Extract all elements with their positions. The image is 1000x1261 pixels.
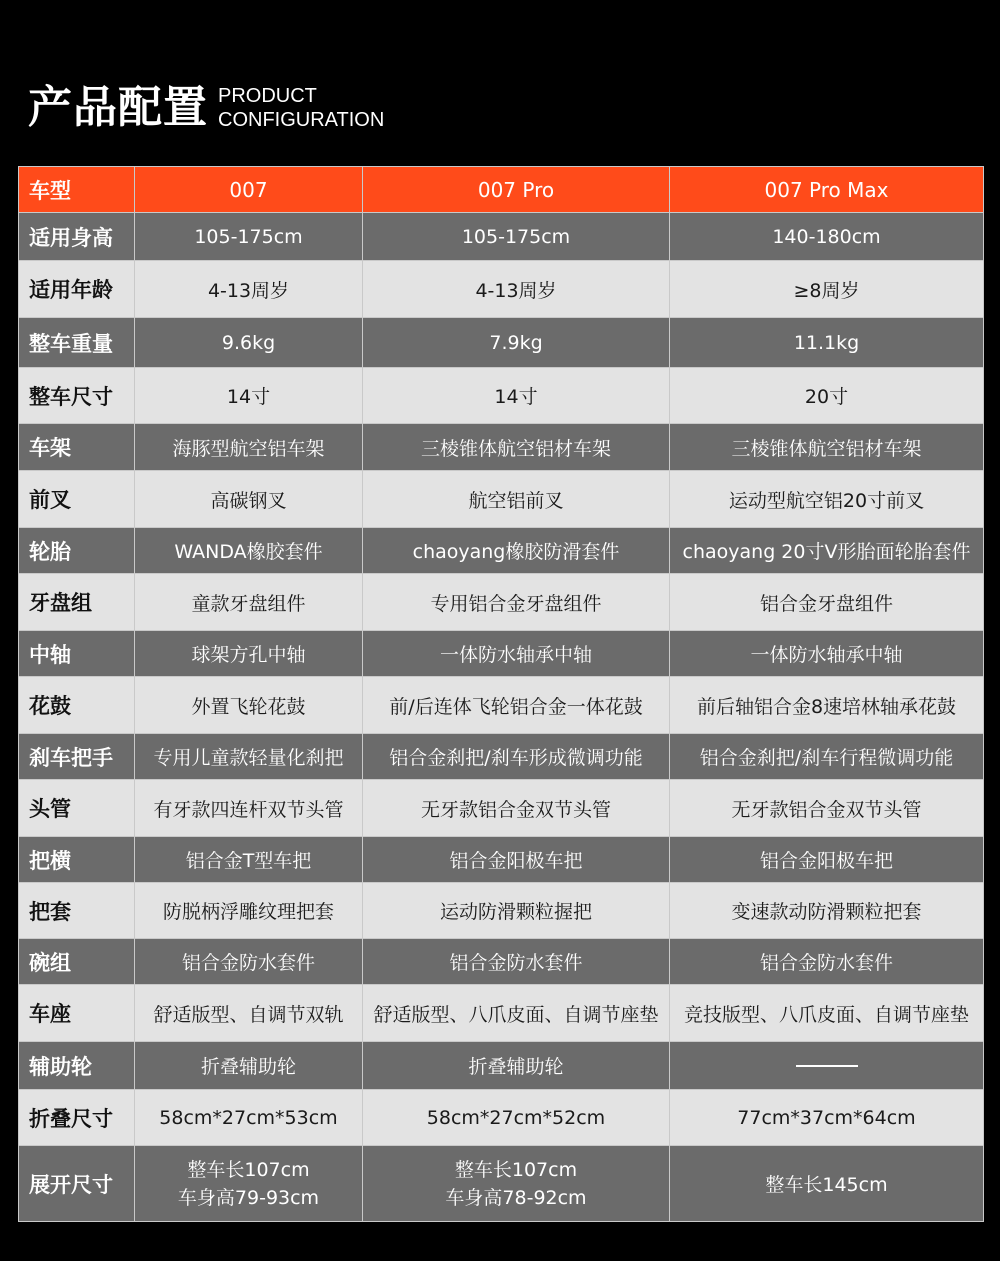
spec-cell: 三棱锥体航空铝材车架 (363, 424, 670, 471)
spec-cell: 14寸 (363, 368, 670, 424)
spec-cell: 铝合金牙盘组件 (670, 574, 984, 631)
spec-cell: chaoyang 20寸V形胎面轮胎套件 (670, 528, 984, 574)
spec-cell: 铝合金防水套件 (670, 939, 984, 985)
table-row (19, 528, 984, 574)
unfold-length: 整车长107cm (187, 1158, 310, 1181)
spec-cell: 舒适版型、自调节双轨 (135, 985, 363, 1042)
header-row (19, 167, 984, 213)
spec-cell: 铝合金防水套件 (135, 939, 363, 985)
spec-cell: 球架方孔中轴 (135, 631, 363, 677)
table-row (19, 837, 984, 883)
spec-cell (135, 1146, 363, 1222)
table-row (19, 1146, 984, 1222)
spec-cell: 三棱锥体航空铝材车架 (670, 424, 984, 471)
spec-cell: 折叠辅助轮 (363, 1042, 670, 1090)
row-label: 前叉 (29, 488, 71, 512)
row-label: 整车尺寸 (29, 384, 113, 409)
spec-cell: 整车长145cm (670, 1146, 984, 1222)
spec-cell: 前/后连体飞轮铝合金一体花鼓 (363, 677, 670, 734)
spec-cell: 有牙款四连杆双节头管 (135, 780, 363, 837)
spec-cell: ≥8周岁 (670, 261, 984, 318)
row-label-cell (19, 471, 135, 528)
spec-cell: 14寸 (135, 368, 363, 424)
spec-cell: 4-13周岁 (135, 261, 363, 318)
row-label: 车架 (29, 436, 71, 460)
spec-cell: 20寸 (670, 368, 984, 424)
row-label: 展开尺寸 (29, 1172, 113, 1197)
row-label-cell (19, 985, 135, 1042)
spec-cell: 9.6kg (135, 318, 363, 368)
dash-line (796, 1065, 858, 1067)
row-label-cell (19, 318, 135, 368)
table-row (19, 424, 984, 471)
spec-cell: 105-175cm (363, 213, 670, 261)
row-label: 刹车把手 (29, 745, 113, 770)
spec-cell: 一体防水轴承中轴 (670, 631, 984, 677)
row-label-cell (19, 780, 135, 837)
model-header: 007 Pro (363, 167, 670, 213)
table-row (19, 780, 984, 837)
table-row (19, 939, 984, 985)
table-row (19, 677, 984, 734)
row-label-cell (19, 574, 135, 631)
row-label-cell (19, 261, 135, 318)
row-label-cell (19, 368, 135, 424)
row-label-cell (19, 677, 135, 734)
row-label: 把套 (29, 899, 71, 924)
spec-cell (363, 1146, 670, 1222)
spec-cell: 运动防滑颗粒握把 (363, 883, 670, 939)
row-label-cell (19, 424, 135, 471)
spec-cell: 铝合金刹把/刹车行程微调功能 (670, 734, 984, 780)
spec-cell: 高碳钢叉 (135, 471, 363, 528)
row-label: 整车重量 (29, 331, 113, 356)
spec-cell: 专用铝合金牙盘组件 (363, 574, 670, 631)
row-label: 车座 (29, 1002, 71, 1026)
spec-cell: 58cm*27cm*52cm (363, 1090, 670, 1146)
spec-cell: 铝合金防水套件 (363, 939, 670, 985)
unfold-height: 车身高78-92cm (445, 1186, 587, 1209)
title-en (218, 84, 384, 132)
row-label: 轮胎 (29, 539, 71, 564)
title-cn: 产品配置 (28, 82, 208, 133)
spec-cell: 7.9kg (363, 318, 670, 368)
row-label-cell (19, 213, 135, 261)
row-label-cell (19, 631, 135, 677)
table-row (19, 261, 984, 318)
row-label: 牙盘组 (29, 591, 92, 615)
spec-cell: 铝合金阳极车把 (670, 837, 984, 883)
row-label-cell (19, 939, 135, 985)
spec-cell: 4-13周岁 (363, 261, 670, 318)
table-row (19, 1042, 984, 1090)
spec-cell: 折叠辅助轮 (135, 1042, 363, 1090)
spec-cell: 舒适版型、八爪皮面、自调节座垫 (363, 985, 670, 1042)
row-label: 适用身高 (29, 225, 113, 250)
header-label: 车型 (29, 178, 71, 203)
spec-cell: 58cm*27cm*53cm (135, 1090, 363, 1146)
row-label-cell (19, 734, 135, 780)
spec-cell: 铝合金刹把/刹车形成微调功能 (363, 734, 670, 780)
table-row (19, 631, 984, 677)
row-label-cell (19, 1146, 135, 1222)
spec-cell: 77cm*37cm*64cm (670, 1090, 984, 1146)
table-row (19, 734, 984, 780)
row-label: 辅助轮 (29, 1054, 92, 1079)
spec-cell: 航空铝前叉 (363, 471, 670, 528)
spec-cell: 140-180cm (670, 213, 984, 261)
row-label-cell (19, 837, 135, 883)
row-label: 适用年龄 (29, 278, 113, 302)
title-en-line1: PRODUCT (218, 85, 317, 107)
unfold-length: 整车长107cm (454, 1158, 578, 1181)
table-row (19, 985, 984, 1042)
spec-cell: 105-175cm (135, 213, 363, 261)
spec-cell: 无牙款铝合金双节头管 (670, 780, 984, 837)
row-label: 中轴 (29, 642, 71, 667)
table-row (19, 368, 984, 424)
spec-cell: 专用儿童款轻量化刹把 (135, 734, 363, 780)
spec-cell: 铝合金T型车把 (135, 837, 363, 883)
spec-cell: 海豚型航空铝车架 (135, 424, 363, 471)
spec-cell: 防脱柄浮雕纹理把套 (135, 883, 363, 939)
table-row (19, 574, 984, 631)
row-label-cell (19, 528, 135, 574)
row-label: 花鼓 (29, 694, 71, 718)
spec-table (18, 166, 984, 1222)
spec-cell: 变速款动防滑颗粒把套 (670, 883, 984, 939)
spec-cell: 童款牙盘组件 (135, 574, 363, 631)
title-en-line2: CONFIGURATION (218, 109, 385, 131)
row-label-cell (19, 1042, 135, 1090)
spec-body (19, 213, 984, 1222)
table-row (19, 318, 984, 368)
spec-cell: 11.1kg (670, 318, 984, 368)
table-row (19, 1090, 984, 1146)
row-label: 折叠尺寸 (29, 1106, 113, 1131)
spec-cell: 竞技版型、八爪皮面、自调节座垫 (670, 985, 984, 1042)
table-row (19, 471, 984, 528)
row-label-cell (19, 1090, 135, 1146)
table-row (19, 213, 984, 261)
spec-cell: 外置飞轮花鼓 (135, 677, 363, 734)
row-label-cell (19, 883, 135, 939)
spec-cell: 铝合金阳极车把 (363, 837, 670, 883)
row-label: 头管 (29, 797, 71, 821)
row-label: 碗组 (29, 950, 71, 975)
spec-cell: 无牙款铝合金双节头管 (363, 780, 670, 837)
spec-cell: 运动型航空铝20寸前叉 (670, 471, 984, 528)
row-label: 把横 (29, 848, 71, 873)
table-row (19, 883, 984, 939)
model-header: 007 Pro Max (670, 167, 984, 213)
model-header: 007 (135, 167, 363, 213)
header-label-cell (19, 167, 135, 213)
spec-cell: 前后轴铝合金8速培林轴承花鼓 (670, 677, 984, 734)
page-title (28, 78, 384, 138)
unfold-height: 车身高79-93cm (177, 1186, 320, 1209)
spec-cell (670, 1042, 984, 1090)
spec-cell: 一体防水轴承中轴 (363, 631, 670, 677)
spec-cell: WANDA橡胶套件 (135, 528, 363, 574)
spec-cell: chaoyang橡胶防滑套件 (363, 528, 670, 574)
